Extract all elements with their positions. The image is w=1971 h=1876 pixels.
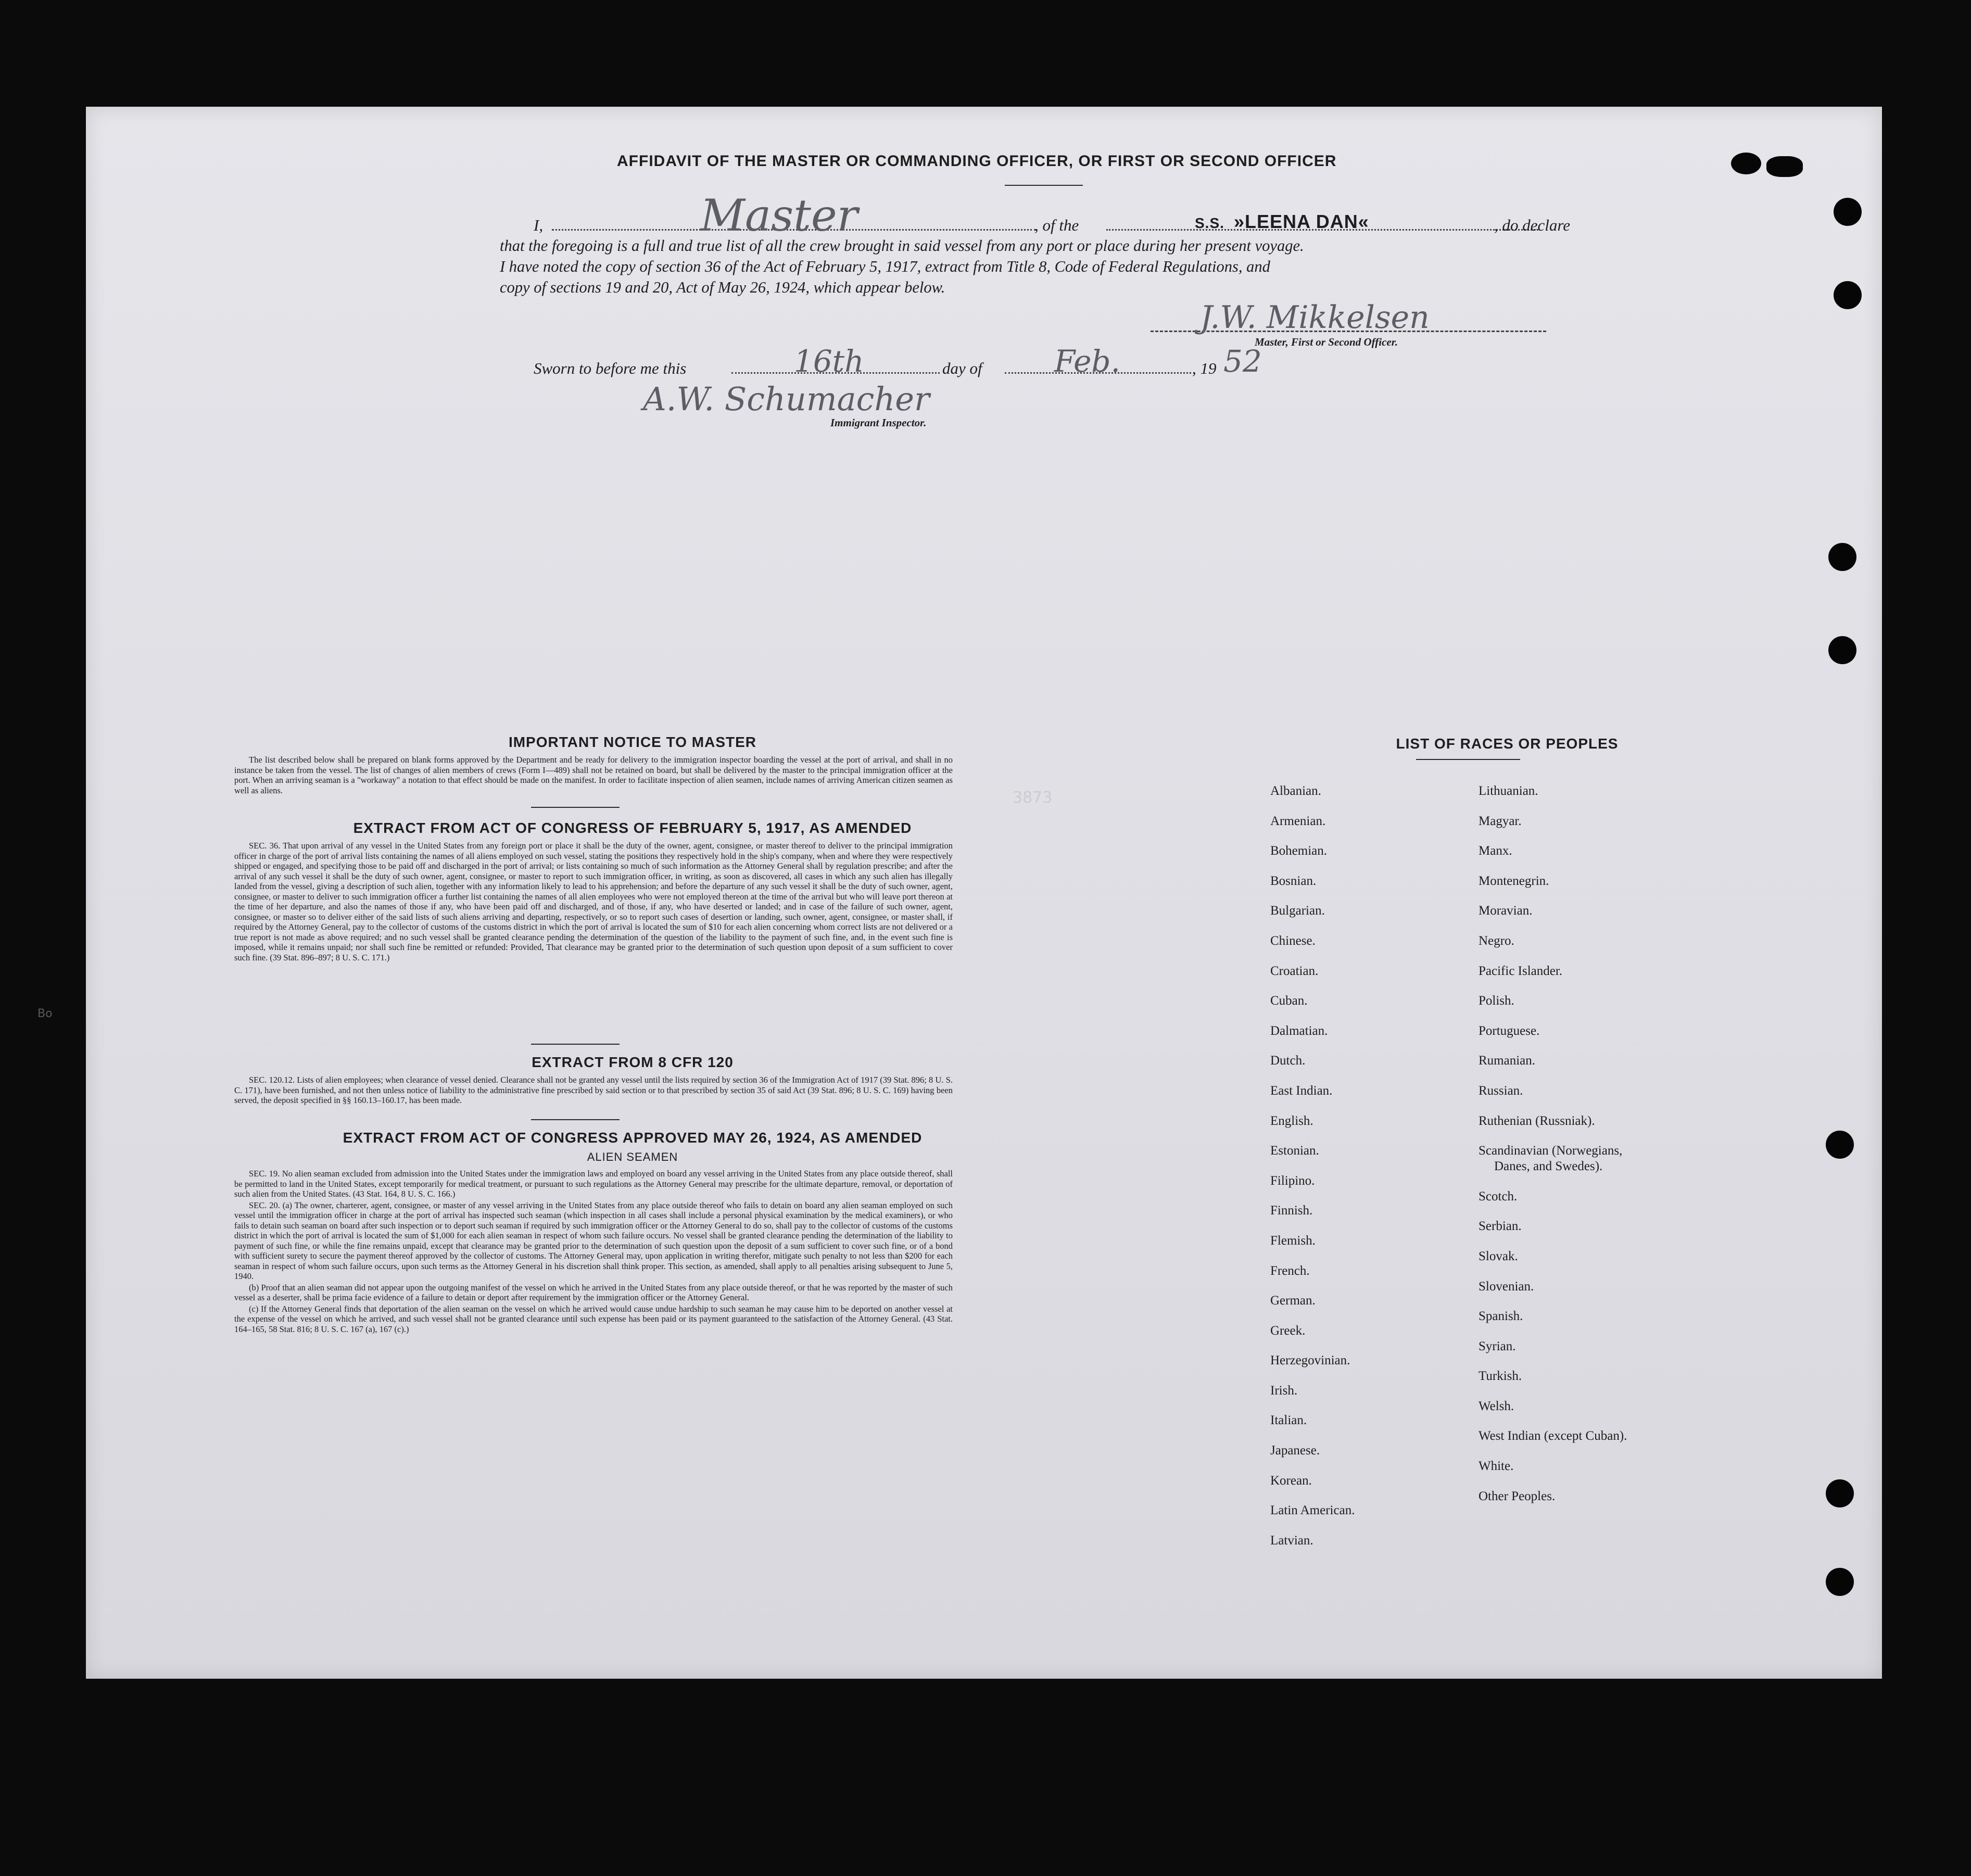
race-item: Scandinavian (Norwegians,: [1479, 1144, 1623, 1158]
race-item: Rumanian.: [1479, 1054, 1536, 1068]
race-item: Moravian.: [1479, 904, 1533, 918]
master-signature-caption: Master, First or Second Officer.: [1255, 336, 1398, 348]
do-declare-label: , do declare: [1494, 216, 1571, 234]
binder-hole-6: [1826, 1479, 1854, 1507]
declaration-line-3: I have noted the copy of section 36 of the Act of February 5, 1917, extract from Title 8, Code of Federal Regulations, and: [500, 258, 1270, 275]
extract-1924-body: [234, 1169, 953, 1335]
race-item: Pacific Islander.: [1479, 964, 1563, 978]
race-item: Dutch.: [1270, 1054, 1306, 1068]
sec-20a-paragraph: SEC. 20. (a) The owner, charterer, agent, consignee, or master of any vessel arriving in the United States from any place outside thereof who fails to detain on board any alien seaman employed on such vessel until the immigration officer in charge at the port of arrival has inspected such seaman (which inspection in all cases shall include a personal physical examination by the medical examiners), or who fails to detain such seaman on board after such inspection or to deport such seaman if required by such immigration officer or the Attorney General to do so, shall pay to the collector of customs of the customs district in which the port of arrival is located the sum of $1,000 for each alien seaman in respect of whom such failure occurs. No vessel shall be granted clearance pending the determination of the liability to payment of such fine, or while the fine remains unpaid, except that clearance may be granted prior to the determination of such question upon the deposit of a sum sufficient to cover such fine, or of a bond with sufficient surety to secure the payment thereof approved by the collector of customs. The Attorney General may, upon application in writing therefor, mitigate such penalty to not less than $200 for each seaman in respect of whom such failure occurs, upon such terms as the Attorney General in his discretion shall think proper. This section, as amended, shall apply to all penalties arising subsequent to June 5, 1940.: [234, 1200, 953, 1281]
race-item: West Indian (except Cuban).: [1479, 1429, 1627, 1443]
race-item: Cuban.: [1270, 994, 1308, 1008]
ink-blot-top: [1731, 153, 1761, 174]
race-item: Greek.: [1270, 1323, 1306, 1338]
race-item: Slovak.: [1479, 1249, 1518, 1263]
race-item: Slovenian.: [1479, 1279, 1534, 1294]
binder-hole-4: [1828, 636, 1856, 664]
race-item: Portuguese.: [1479, 1023, 1540, 1038]
rank-handwritten: Master: [700, 190, 858, 241]
sec-120-12-paragraph: SEC. 120.12. Lists of alien employees; when clearance of vessel denied. Clearance shall not be granted any vessel until the lists required by section 36 of the Immigration Act of 1917 (39 Stat. 896; 8 U. S. C. 171), have been furnished, and not then unless notice of liability to the administrative fine prescribed by said section or to that prescribed by section 35 of said Act (39 Stat. 896; 8 U. S. C. 169) having been served, the deposit specified in §§ 160.13–160.17, has been made.: [234, 1075, 953, 1105]
declaration-pronoun: I,: [534, 216, 544, 234]
race-item: East Indian.: [1270, 1083, 1333, 1098]
left-margin-mark: Bo: [37, 1007, 53, 1020]
race-item: Dalmatian.: [1270, 1023, 1328, 1038]
sec-20b-paragraph: (b) Proof that an alien seaman did not appear upon the outgoing manifest of the vessel on which he arrived in the United States from any place outside thereof, or that he was reported by the master of such vessel as a deserter, shall be prima facie evidence of a failure to detain or deport after requirement by the immigration officer or the Attorney General.: [234, 1282, 953, 1302]
notice-paragraph: The list described below shall be prepared on blank forms approved by the Department and be ready for delivery to the immigration inspector boarding the vessel at the port of arrival, and shall in no instance be taken from the vessel. The list of changes of alien members of crews (Form I—489) shall not be retained on board, but shall be delivered by the master to the principal immigration officer at the port. When an arriving seaman is a "workaway" a notation to that effect should be made on the manifest. In order to facilitate inspection of alien seamen, include names of arriving American citizen seamen as well as aliens.: [234, 755, 953, 795]
race-item: Albanian.: [1270, 784, 1321, 798]
race-item: Chinese.: [1270, 933, 1316, 948]
race-item: Montenegrin.: [1479, 873, 1549, 888]
sworn-month: Feb.: [1054, 344, 1120, 379]
race-item: Bosnian.: [1270, 873, 1317, 888]
declaration-line-2: that the foregoing is a full and true list of all the crew brought in said vessel from any port or place during her present voyage.: [500, 237, 1304, 255]
binder-hole-2: [1834, 281, 1862, 309]
inspector-caption: Immigrant Inspector.: [830, 416, 927, 429]
race-item: Scotch.: [1479, 1189, 1518, 1203]
race-item: Filipino.: [1270, 1173, 1315, 1188]
race-item: Other Peoples.: [1479, 1489, 1556, 1503]
binder-hole-7: [1826, 1568, 1854, 1596]
extract-1917-body: [234, 841, 953, 964]
races-column-2: [1479, 783, 1627, 1518]
title-divider: [1005, 185, 1083, 186]
race-item: Latin American.: [1270, 1503, 1355, 1518]
races-divider: [1416, 759, 1520, 760]
notice-body: [234, 755, 953, 796]
race-item: Bohemian.: [1270, 844, 1328, 858]
race-item: Estonian.: [1270, 1144, 1319, 1158]
faint-number: 3873: [1013, 789, 1053, 807]
sec-19-paragraph: SEC. 19. No alien seaman excluded from admission into the United States under the immigration laws and employed on board any vessel arriving in the United States from any place outside thereof, shall be permitted to land in the United States, except temporarily for medical treatment, or pursuant to such regulations as the Attorney General may prescribe for the ultimate departure, removal, or deportation of such alien from the United States. (43 Stat. 164, 8 U. S. C. 166.): [234, 1169, 953, 1199]
affidavit-title: AFFIDAVIT OF THE MASTER OR COMMANDING OFFICER, OR FIRST OR SECOND OFFICER: [617, 153, 1337, 170]
race-item: Spanish.: [1479, 1309, 1523, 1324]
races-title: LIST OF RACES OR PEOPLES: [1396, 736, 1619, 752]
race-item: Finnish.: [1270, 1203, 1313, 1218]
race-item: Japanese.: [1270, 1443, 1320, 1458]
race-item: Croatian.: [1270, 964, 1319, 978]
race-item: German.: [1270, 1294, 1316, 1308]
race-item: Flemish.: [1270, 1233, 1316, 1248]
divider-3: [531, 1119, 620, 1120]
vessel-name: »LEENA DAN«: [1234, 211, 1369, 232]
race-item: French.: [1270, 1263, 1310, 1278]
race-item: Latvian.: [1270, 1533, 1313, 1548]
race-item: English.: [1270, 1113, 1313, 1128]
extract-1917-title: EXTRACT FROM ACT OF CONGRESS OF FEBRUARY 5, 1917, AS AMENDED: [353, 820, 912, 836]
races-column-1: [1270, 783, 1355, 1563]
race-item: Bulgarian.: [1270, 904, 1325, 918]
race-item: Irish.: [1270, 1383, 1298, 1398]
sworn-year: 52: [1223, 344, 1262, 379]
race-item: White.: [1479, 1459, 1514, 1474]
alien-seamen-subtitle: ALIEN SEAMEN: [587, 1150, 678, 1163]
race-item: Polish.: [1479, 994, 1514, 1008]
declaration-line-4: copy of sections 19 and 20, Act of May 26, 1924, which appear below.: [500, 278, 945, 296]
inspector-signature: A.W. Schumacher: [643, 380, 930, 418]
sworn-year-prefix: , 19: [1192, 359, 1217, 377]
race-item: Armenian.: [1270, 814, 1326, 828]
sworn-day: 16th: [794, 344, 864, 379]
race-item: Ruthenian (Russniak).: [1479, 1113, 1595, 1128]
race-item: Turkish.: [1479, 1369, 1522, 1384]
notice-title: IMPORTANT NOTICE TO MASTER: [508, 734, 757, 750]
master-signature: J.W. Mikkelsen: [1200, 299, 1430, 336]
ink-blot-top-2: [1766, 156, 1803, 177]
race-item: Herzegovinian.: [1270, 1353, 1350, 1368]
divider-1: [531, 807, 620, 808]
race-item: Italian.: [1270, 1413, 1307, 1428]
affidavit-page: [86, 107, 1882, 1679]
race-item: Welsh.: [1479, 1399, 1514, 1413]
vessel-prefix: S.S.: [1195, 215, 1224, 231]
extract-1924-title: EXTRACT FROM ACT OF CONGRESS APPROVED MAY 26, 1924, AS AMENDED: [343, 1130, 923, 1146]
sec-36-paragraph: SEC. 36. That upon arrival of any vessel in the United States from any foreign port or place it shall be the duty of the owner, agent, consignee, or master thereof to deliver to the principal immigration officer in charge of the port of arrival lists containing the names of all aliens employed on such vessel, stating the positions they respectively hold in the ship's company, when and where they were respectively shipped or engaged, and specifying those to be paid off and discharged in the port of arrival; or lists containing so much of such information as the Attorney General shall by regulation prescribe; and after the arrival of any such vessel it shall be the duty of such owner, agent, consignee, or master to report to such immigration officer, in writing, as soon as discovered, all cases in which any such alien has illegally landed from the vessel, giving a description of such alien, together with any information likely to lead to his apprehension; and before the departure of any such vessel it shall be the duty of such owner, agent, consignee, or master to deliver to such immigration officer a further list containing the names of all alien employees who were not employed thereon at the time of the arrival but who will leave port thereon at the time of her departure, and also the names of those if any, who have been paid off and discharged, and of those, if any, who have deserted or landed; and in case of the failure of such owner, agent, consignee, or master so to deliver either of the said lists of such aliens arriving and departing, respectively, or so to report such cases of desertion or landing, such owner, agent, consignee, or master shall, if required by the Attorney General, pay to the collector of customs of the customs district in which the port of arrival is located the sum of $10 for each alien concerning whom correct lists are not delivered or a true report is not made as above required; and no such vessel shall be granted clearance pending the determination of the question of the liability to the payment of such fine, and, in the event such fine is imposed, while it remains unpaid; nor shall such fine be remitted or refunded: Provided, That clearance may be granted prior to the determination of such question upon deposit of a sum sufficient to cover such fine. (39 Stat. 896–897; 8 U. S. C. 171.): [234, 841, 953, 962]
sworn-day-of: day of: [942, 359, 982, 377]
binder-hole-5: [1826, 1131, 1854, 1159]
race-item: Syrian.: [1479, 1339, 1516, 1353]
race-item: Russian.: [1479, 1083, 1523, 1098]
binder-hole-3: [1828, 543, 1856, 571]
extract-8cfr-title: EXTRACT FROM 8 CFR 120: [532, 1054, 734, 1070]
sec-20c-paragraph: (c) If the Attorney General finds that deportation of the alien seaman on the vessel on which he arrived would cause undue hardship to such seaman he may cause him to be deported on another vessel at the expense of the vessel on which he arrived, and such vessel shall not be granted clearance until such expense has been paid or its payment guaranteed to the satisfaction of the Attorney General. (43 Stat. 164–165, 58 Stat. 816; 8 U. S. C. 167 (a), 167 (c).): [234, 1303, 953, 1334]
divider-2: [531, 1044, 620, 1045]
extract-8cfr-body: [234, 1075, 953, 1107]
race-item: Negro.: [1479, 933, 1514, 948]
sworn-lead: Sworn to before me this: [534, 359, 687, 377]
binder-hole-1: [1834, 198, 1862, 226]
race-item: Magyar.: [1479, 814, 1522, 828]
race-item: Serbian.: [1479, 1219, 1522, 1234]
race-item: Danes, and Swedes).: [1494, 1159, 1603, 1174]
race-item: Lithuanian.: [1479, 784, 1538, 798]
of-the-label: , of the: [1034, 216, 1079, 234]
race-item: Korean.: [1270, 1473, 1312, 1488]
race-item: Manx.: [1479, 844, 1512, 858]
